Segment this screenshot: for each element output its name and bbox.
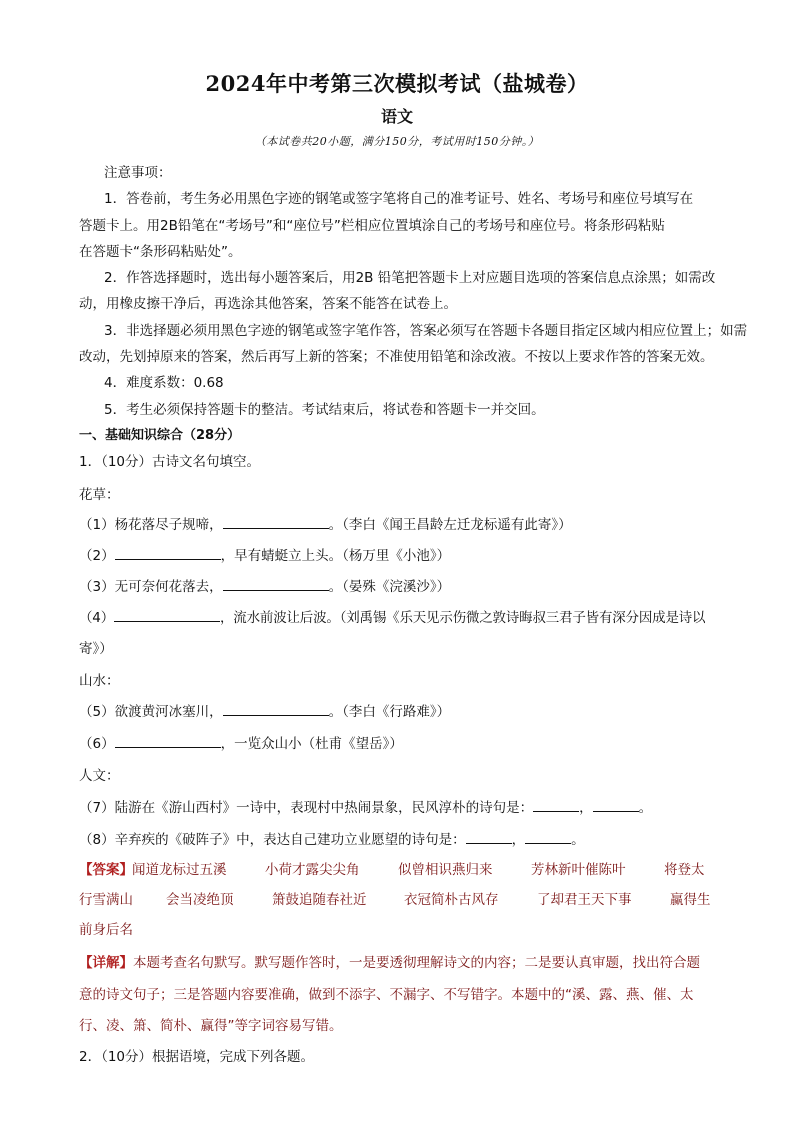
- notice-line-9: 5．考生必须保持答题卡的整洁。考试结束后，将试卷和答题卡一并交回。: [104, 402, 545, 418]
- question-1-3: （3）无可奈何花落去， 。（晏殊《浣溪沙》）: [79, 579, 451, 595]
- answer-item: 芳林新叶催陈叶: [531, 862, 626, 878]
- question-1-title: 1．（10分）古诗文名句填空。: [79, 454, 261, 470]
- answer-blank[interactable]: [114, 608, 220, 622]
- answer-blank[interactable]: [466, 830, 512, 844]
- answer-item: 小荷才露尖尖角: [265, 862, 360, 878]
- answer-blank[interactable]: [115, 546, 221, 560]
- notice-line-8: 4．难度系数：0.68: [104, 375, 224, 391]
- question-2-title: 2．（10分）根据语境，完成下列各题。: [79, 1049, 315, 1065]
- answer-item: 闻道龙标过五溪: [132, 862, 227, 878]
- question-1-6: （6） ，一览众山小（杜甫《望岳》）: [79, 736, 403, 752]
- detail-line-2: 意的诗文句子；三是答题内容要准确，做到不添字、不漏字、不写错字。本题中的“溪、露、燕、催、太: [79, 987, 694, 1003]
- notice-line-7: 改动，先划掉原来的答案，然后再写上新的答案；不准使用铅笔和涂改液。不按以上要求作答的答案无效。: [79, 349, 714, 365]
- exam-meta: （本试卷共20小题，满分150分，考试用时150分钟。）: [254, 135, 540, 148]
- answer-tag: 【答案】: [79, 862, 133, 878]
- notice-line-5: 动，用橡皮擦干净后，再选涂其他答案，答案不能答在试卷上。: [79, 296, 457, 312]
- question-1-4: （4） ，流水前波让后波。（刘禹锡《乐天见示伤微之敦诗晦叔三君子皆有深分因成是诗以: [79, 610, 706, 626]
- group-flowers: 花草：: [79, 487, 120, 503]
- notice-line-6: 3．非选择题必须用黑色字迹的钢笔或签字笔作答，答案必须写在答题卡各题目指定区域内相应位置上；如需: [104, 323, 748, 339]
- page-title: 2024年中考第三次模拟考试（盐城卷）: [205, 71, 589, 96]
- answer-blank[interactable]: [593, 798, 639, 812]
- section-heading: 一、基础知识综合（28分）: [79, 428, 241, 443]
- detail-tag: 【详解】: [79, 955, 133, 971]
- group-culture: 人文：: [79, 768, 120, 784]
- subject-title: 语文: [380, 107, 413, 126]
- answer-item: 赢得生: [670, 892, 711, 908]
- question-1-8: （8）辛弃疾的《破阵子》中，表达自己建功立业愿望的诗句是： ， 。: [79, 832, 585, 848]
- notice-line-4: 2．作答选择题时，选出每小题答案后，用2B 铅笔把答题卡上对应题目选项的答案信息点涂黑；如需改: [104, 270, 716, 286]
- question-1-4-cont: 寄》）: [79, 641, 113, 657]
- notice-heading: 注意事项：: [104, 165, 172, 181]
- answer-blank[interactable]: [223, 577, 329, 591]
- question-1-1: （1）杨花落尽子规啼， 。（李白《闻王昌龄左迁龙标遥有此寄》）: [79, 517, 572, 533]
- answer-item: 似曾相识燕归来: [398, 862, 493, 878]
- question-1-2: （2） ，早有蜻蜓立上头。（杨万里《小池》）: [79, 548, 451, 564]
- answer-item: 衣冠简朴古风存: [404, 892, 499, 908]
- question-1-7: （7）陆游在《游山西村》一诗中，表现村中热闹景象，民风淳朴的诗句是： ， 。: [79, 800, 653, 816]
- answer-blank[interactable]: [533, 798, 579, 812]
- notice-line-3: 在答题卡“条形码粘贴处”。: [79, 244, 242, 260]
- detail-line-3: 行、凌、箫、简朴、赢得”等字词容易写错。: [79, 1018, 343, 1034]
- answer-item: 了却君王天下事: [537, 892, 632, 908]
- answer-item: 箫鼓追随春社近: [272, 892, 367, 908]
- answer-blank[interactable]: [115, 734, 221, 748]
- answer-item: 行雪满山: [79, 892, 133, 908]
- answer-blank[interactable]: [525, 830, 571, 844]
- notice-line-1: 1．答卷前，考生务必用黑色字迹的钢笔或签字笔将自己的准考证号、姓名、考场号和座位号填写在: [104, 191, 694, 207]
- answer-blank[interactable]: [223, 702, 329, 716]
- answer-item: 前身后名: [79, 922, 133, 938]
- answer-item: 将登太: [664, 862, 705, 878]
- group-mountains: 山水：: [79, 673, 120, 689]
- answer-blank[interactable]: [223, 515, 329, 529]
- detail-line-1: 【详解】本题考查名句默写。默写题作答时，一是要透彻理解诗文的内容；二是要认真审题，找出符合题: [79, 955, 700, 971]
- notice-line-2: 答题卡上。用2B铅笔在“考场号”和“座位号”栏相应位置填涂自己的考场号和座位号。将条形码粘贴: [79, 218, 665, 234]
- question-1-5: （5）欲渡黄河冰塞川， 。（李白《行路难》）: [79, 704, 451, 720]
- answer-item: 会当凌绝顶: [166, 892, 234, 908]
